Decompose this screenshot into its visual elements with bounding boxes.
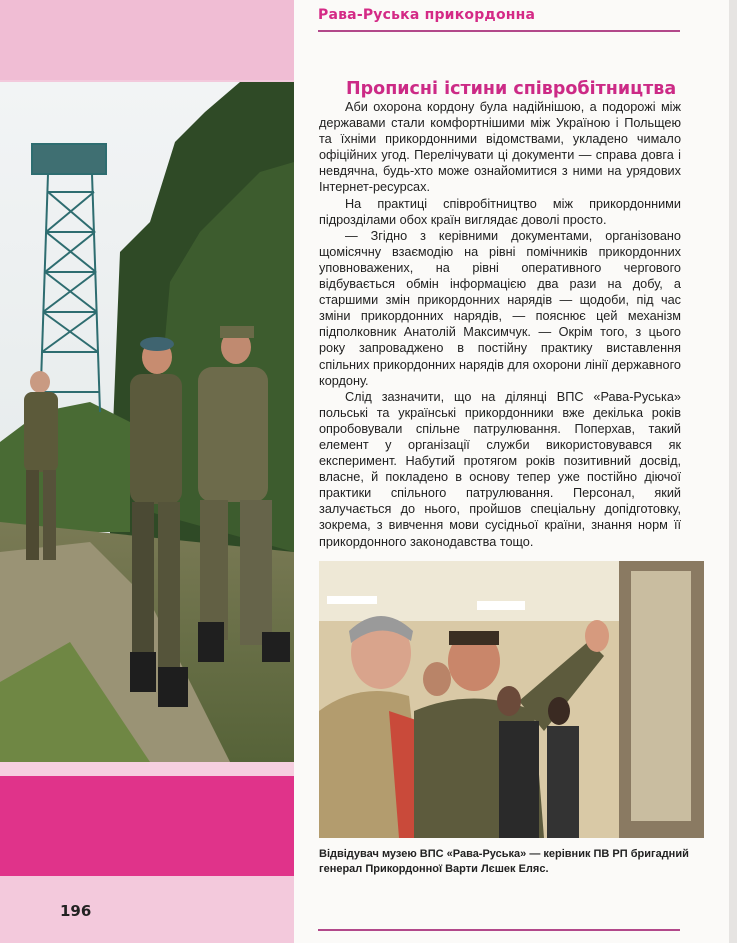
footer-rule	[318, 929, 680, 931]
light-pink-strip	[0, 762, 294, 776]
photo-caption: Відвідувач музею ВПС «Рава-Руська» — керівник ПВ РП бригадний генерал Прикордонної Варти Лєшек Еляс.	[319, 848, 689, 875]
top-pink-band	[0, 0, 294, 80]
page-number: 196	[60, 902, 92, 920]
museum-visit-photo-image	[319, 561, 704, 838]
border-patrol-photo-image	[0, 82, 294, 762]
museum-visit-photo	[319, 561, 704, 838]
running-title: Рава-Руська прикордонна	[318, 7, 536, 23]
magenta-block	[0, 776, 294, 876]
header-rule	[318, 30, 680, 32]
page-edge	[729, 0, 737, 943]
paragraph: Слід зазначити, що на ділянці ВПС «Рава-Руська» польські та українські прикордонники вже декілька років опробовували спільне патрулювання. Поперхав, такий елемент у організації служби використовувався як експеримент. Набутий протягом років позитивний досвід, власне, й покладено в основу тепер уже постійно діючої практики спільного патрулювання. Персонал, який залучається до нього, пройшов спеціальну допідготовку, зокрема, з вивчення мови сусідньої країни, знання норм її прикордонного законодавства тощо.	[319, 389, 681, 549]
paragraph: Аби охорона кордону була надійнішою, а подорожі між державами стали комфортнішими між Україною і Польщею та їхніми прикордонними відомствами, укладено чимало офіційних угод. Перелічувати ці документи — справа довга і невдячна, будь-хто може ознайомитися з ними на урядових Інтернет-ресурсах.	[319, 100, 681, 195]
border-patrol-photo	[0, 82, 294, 762]
article-body	[319, 99, 681, 550]
paragraph: На практиці співробітництво між прикордонними підрозділами обох країн виглядає доволі просто.	[319, 196, 681, 227]
paragraph: — Згідно з керівними документами, організовано щомісячну взаємодію на рівні помічників прикордонних уповноважених, на рівні оперативного чергового відбувається обмін інформацією два рази на добу, а старшими змін прикордонних нарядів — щодоби, під час зміни прикордонних нарядів, — пояснює цей механізм підполковник Анатолій Максимчук. — Окрім того, з цього року запроваджено в постійну практику виставлення спільних прикордонних нарядів для охорони лінії державного кордону.	[319, 228, 681, 388]
section-title: Прописні істини співробітництва	[346, 79, 677, 99]
